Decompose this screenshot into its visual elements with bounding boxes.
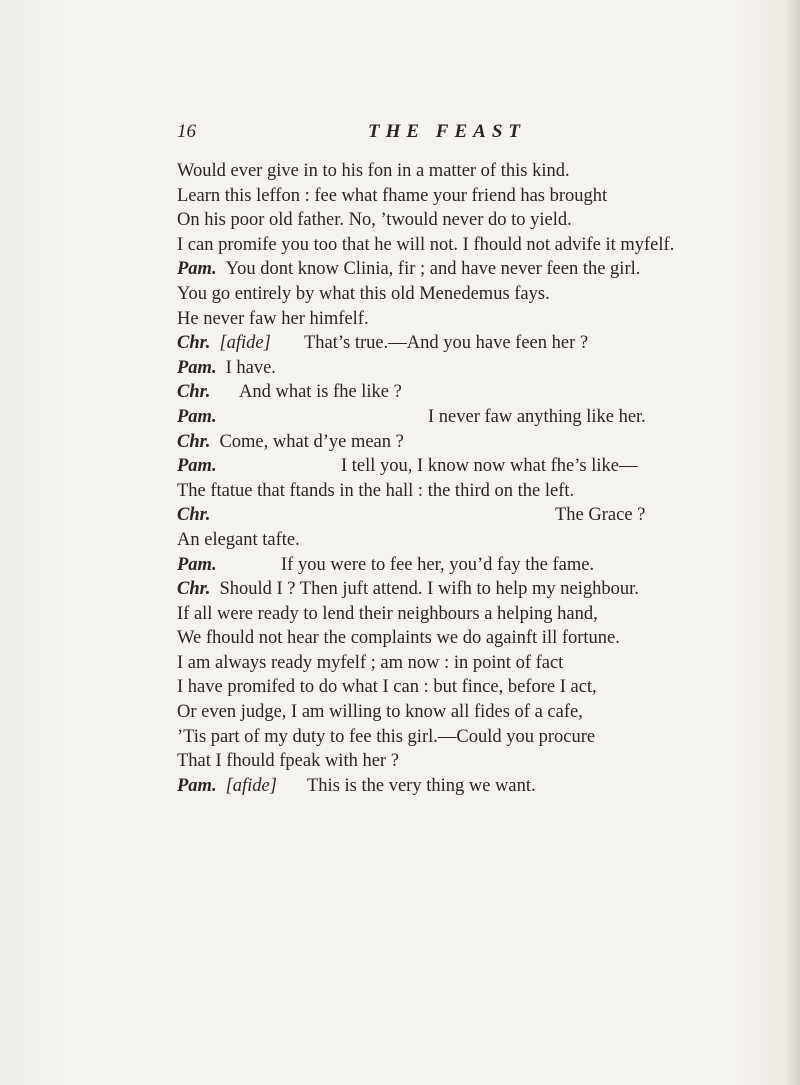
stage-direction: [afide] <box>225 775 277 796</box>
line-text: This is the very thing we want. <box>307 775 536 796</box>
line-text: The ftatue that ftands in the hall : the third on the left. <box>177 480 575 501</box>
text-line <box>177 602 647 627</box>
line-text: And what is fhe like ? <box>239 382 402 403</box>
line-text: ’Tis part of my duty to fee this girl.—Could you procure <box>177 726 596 747</box>
line-text: I have. <box>225 357 276 378</box>
text-line <box>177 675 647 700</box>
line-text: Or even judge, I am willing to know all fides of a cafe, <box>177 702 583 723</box>
line-text: Learn this leffon : fee what fhame your friend has brought <box>177 185 608 206</box>
text-line <box>177 749 647 774</box>
line-text: If you were to fee her, you’d fay the fame. <box>281 554 595 575</box>
running-head: THE FEAST <box>368 121 526 142</box>
speaker-label: Pam. <box>177 775 217 796</box>
line-text: I never faw anything like her. <box>428 406 646 427</box>
text-line <box>177 553 647 578</box>
line-text: You dont know Clinia, fir ; and have never feen the girl. <box>225 259 641 280</box>
speaker-label: Pam. <box>177 554 217 575</box>
text-line <box>177 257 647 282</box>
text-line <box>177 380 647 405</box>
text-line <box>177 454 647 479</box>
line-text: You go entirely by what this old Menedemus fays. <box>177 283 550 304</box>
text-line <box>177 651 647 676</box>
line-text: The Grace ? <box>555 505 646 526</box>
line-text: I can promife you too that he will not. I fhould not advife it myfelf. <box>177 234 675 255</box>
text-line <box>177 774 647 799</box>
line-text: On his poor old father. No, ’twould never do to yield. <box>177 210 572 231</box>
speaker-label: Pam. <box>177 259 217 280</box>
line-text: Come, what d’ye mean ? <box>219 431 404 452</box>
line-text: If all were ready to lend their neighbours a helping hand, <box>177 603 598 624</box>
speaker-label: Chr. <box>177 505 211 526</box>
text-line <box>177 405 647 430</box>
speaker-label: Chr. <box>177 579 211 600</box>
text-line <box>177 356 647 381</box>
line-text: I tell you, I know now what fhe’s like— <box>341 456 638 477</box>
speaker-label: Pam. <box>177 357 217 378</box>
page-header <box>177 121 637 145</box>
line-text: I have promifed to do what I can : but fince, before I act, <box>177 677 597 698</box>
text-line <box>177 184 647 209</box>
line-text: An elegant tafte. <box>177 529 300 550</box>
verse-text <box>177 159 675 798</box>
text-line <box>177 528 647 553</box>
text-line <box>177 479 647 504</box>
text-line <box>177 159 647 184</box>
page-number: 16 <box>177 121 196 142</box>
text-line <box>177 725 647 750</box>
line-text: Would ever give in to his fon in a matter of this kind. <box>177 161 570 181</box>
speaker-label: Pam. <box>177 456 217 477</box>
speaker-label: Chr. <box>177 431 211 452</box>
text-line <box>177 282 647 307</box>
line-text: He never faw her himfelf. <box>177 308 369 329</box>
speaker-label: Chr. <box>177 382 211 403</box>
line-text: Should I ? Then juft attend. I wifh to help my neighbour. <box>219 579 639 600</box>
stage-direction: [afide] <box>219 333 271 354</box>
text-line <box>177 577 647 602</box>
text-line <box>177 233 675 258</box>
speaker-label: Pam. <box>177 406 217 427</box>
line-text: That I fhould fpeak with her ? <box>177 751 399 772</box>
text-line <box>177 626 647 651</box>
text-line <box>177 700 647 725</box>
text-line <box>177 208 647 233</box>
line-text: We fhould not hear the complaints we do againft ill fortune. <box>177 628 620 649</box>
line-text: That’s true.—And you have feen her ? <box>304 333 589 354</box>
line-text: I am always ready myfelf ; am now : in point of fact <box>177 652 564 673</box>
text-line <box>177 307 647 332</box>
text-line <box>177 503 647 528</box>
speaker-label: Chr. <box>177 333 211 354</box>
text-line <box>177 331 647 356</box>
page-edge-shadow <box>786 0 800 1085</box>
text-line <box>177 430 647 455</box>
